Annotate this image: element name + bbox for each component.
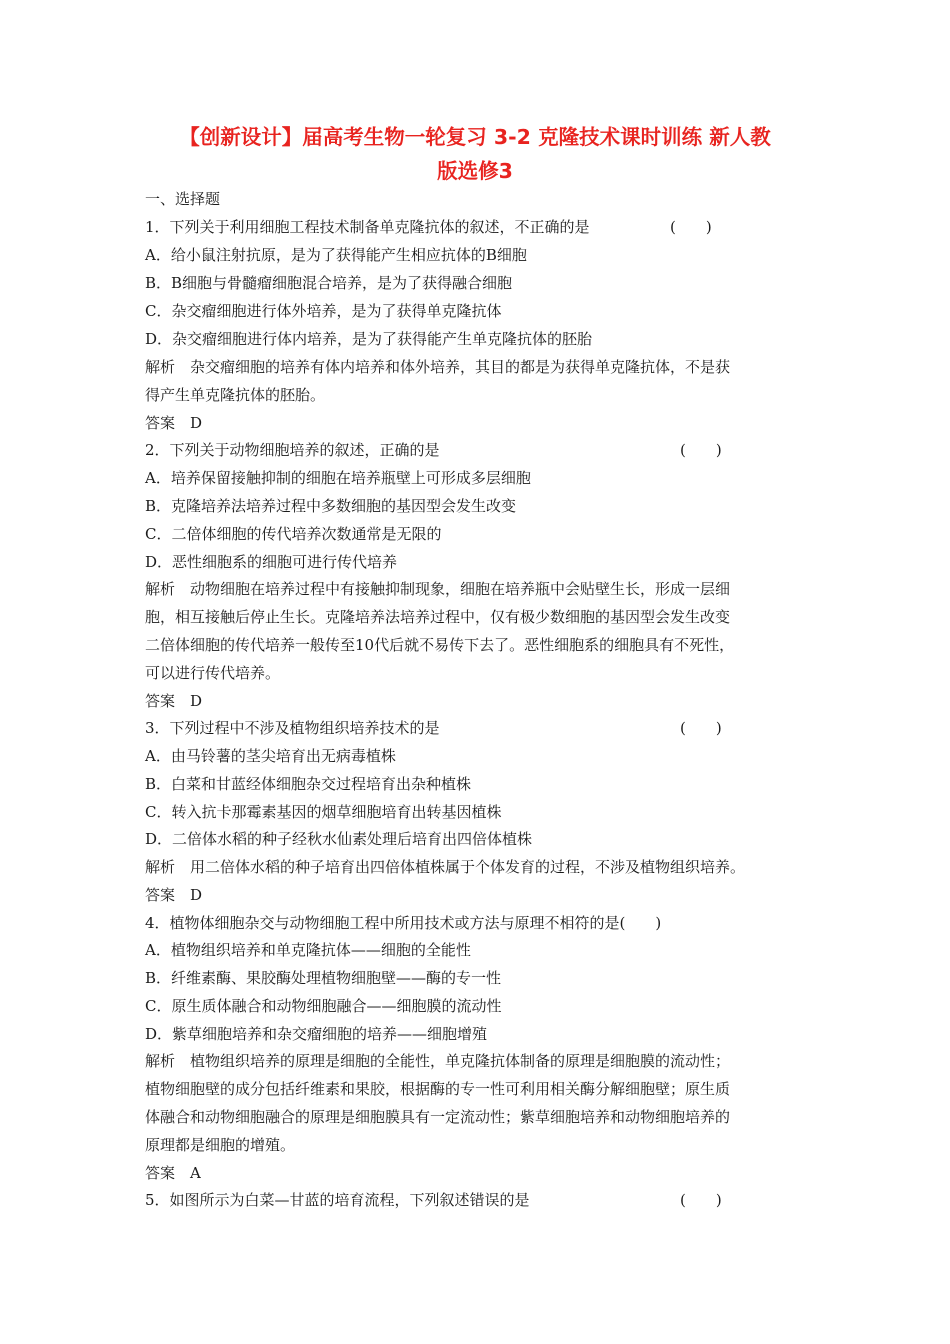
question-4-answer: 答案 A <box>145 1164 201 1182</box>
question-3-answer: 答案 D <box>145 886 203 904</box>
question-5-stem: 5．如图所示为白菜—甘蓝的培育流程，下列叙述错误的是 <box>145 1191 530 1209</box>
question-2-option-d: D．恶性细胞系的细胞可进行传代培养 <box>145 553 398 571</box>
question-2-answer: 答案 D <box>145 692 203 710</box>
question-1-stem: 1．下列关于利用细胞工程技术制备单克隆抗体的叙述，不正确的是 <box>145 218 590 236</box>
question-2-option-a: A．培养保留接触抑制的细胞在培养瓶壁上可形成多层细胞 <box>145 469 531 487</box>
question-3-option-a: A．由马铃薯的茎尖培育出无病毒植株 <box>145 747 396 765</box>
question-3-option-c: C．转入抗卡那霉素基因的烟草细胞培育出转基因植株 <box>145 803 502 821</box>
question-1-option-a: A．给小鼠注射抗原，是为了获得能产生相应抗体的B细胞 <box>145 246 527 264</box>
question-2-stem: 2．下列关于动物细胞培养的叙述，正确的是 <box>145 441 440 459</box>
question-2-analysis-line-4: 可以进行传代培养。 <box>145 664 281 682</box>
question-4-stem: 4．植物体细胞杂交与动物细胞工程中所用技术或方法与原理不相符的是( ) <box>145 914 662 932</box>
question-4-option-b: B．纤维素酶、果胶酶处理植物细胞壁——酶的专一性 <box>145 969 502 987</box>
question-2-answer-blank: ( ) <box>680 441 722 459</box>
question-2-analysis-line-3: 二倍体细胞的传代培养一般传至10代后就不易传下去了。恶性细胞系的细胞具有不死性， <box>145 636 735 654</box>
question-3-stem: 3．下列过程中不涉及植物组织培养技术的是 <box>145 719 440 737</box>
title-line-1: 【创新设计】届高考生物一轮复习 3-2 克隆技术课时训练 新人教 <box>179 125 771 149</box>
question-1-analysis-line-2: 得产生单克隆抗体的胚胎。 <box>145 386 326 404</box>
question-1-analysis-line-1: 解析 杂交瘤细胞的培养有体内培养和体外培养，其目的都是为获得单克隆抗体，不是获 <box>145 358 731 376</box>
question-3-answer-blank: ( ) <box>680 719 722 737</box>
title-line-2: 版选修3 <box>437 159 513 183</box>
question-1-answer-blank: ( ) <box>670 218 712 236</box>
question-2-option-b: B．克隆培养法培养过程中多数细胞的基因型会发生改变 <box>145 497 517 515</box>
question-4-analysis-line-3: 体融合和动物细胞融合的原理是细胞膜具有一定流动性；紫草细胞培养和动物细胞培养的 <box>145 1108 731 1126</box>
question-2-option-c: C．二倍体细胞的传代培养次数通常是无限的 <box>145 525 442 543</box>
question-1-option-b: B．B细胞与骨髓瘤细胞混合培养，是为了获得融合细胞 <box>145 274 513 292</box>
question-4-option-c: C．原生质体融合和动物细胞融合——细胞膜的流动性 <box>145 997 502 1015</box>
question-1-option-d: D．杂交瘤细胞进行体内培养，是为了获得能产生单克隆抗体的胚胎 <box>145 330 593 348</box>
question-4-option-a: A．植物组织培养和单克隆抗体——细胞的全能性 <box>145 941 471 959</box>
question-3-option-d: D．二倍体水稻的种子经秋水仙素处理后培育出四倍体植株 <box>145 830 533 848</box>
question-4-option-d: D．紫草细胞培养和杂交瘤细胞的培养——细胞增殖 <box>145 1025 488 1043</box>
question-2-analysis-line-1: 解析 动物细胞在培养过程中有接触抑制现象，细胞在培养瓶中会贴壁生长，形成一层细 <box>145 580 731 598</box>
question-4-analysis-line-1: 解析 植物组织培养的原理是细胞的全能性，单克隆抗体制备的原理是细胞膜的流动性； <box>145 1052 731 1070</box>
question-5-answer-blank: ( ) <box>680 1191 722 1209</box>
question-3-analysis-line-1: 解析 用二倍体水稻的种子培育出四倍体植株属于个体发育的过程，不涉及植物组织培养。 <box>145 858 746 876</box>
question-1-option-c: C．杂交瘤细胞进行体外培养，是为了获得单克隆抗体 <box>145 302 502 320</box>
question-4-analysis-line-2: 植物细胞壁的成分包括纤维素和果胶，根据酶的专一性可利用相关酶分解细胞壁；原生质 <box>145 1080 731 1098</box>
question-4-analysis-line-4: 原理都是细胞的增殖。 <box>145 1136 296 1154</box>
question-2-analysis-line-2: 胞，相互接触后停止生长。克隆培养法培养过程中，仅有极少数细胞的基因型会发生改变 <box>145 608 731 626</box>
question-3-option-b: B．白菜和甘蓝经体细胞杂交过程培育出杂种植株 <box>145 775 472 793</box>
document-title <box>130 120 820 188</box>
section-heading: 一、选择题 <box>145 190 221 208</box>
question-1-answer: 答案 D <box>145 414 203 432</box>
